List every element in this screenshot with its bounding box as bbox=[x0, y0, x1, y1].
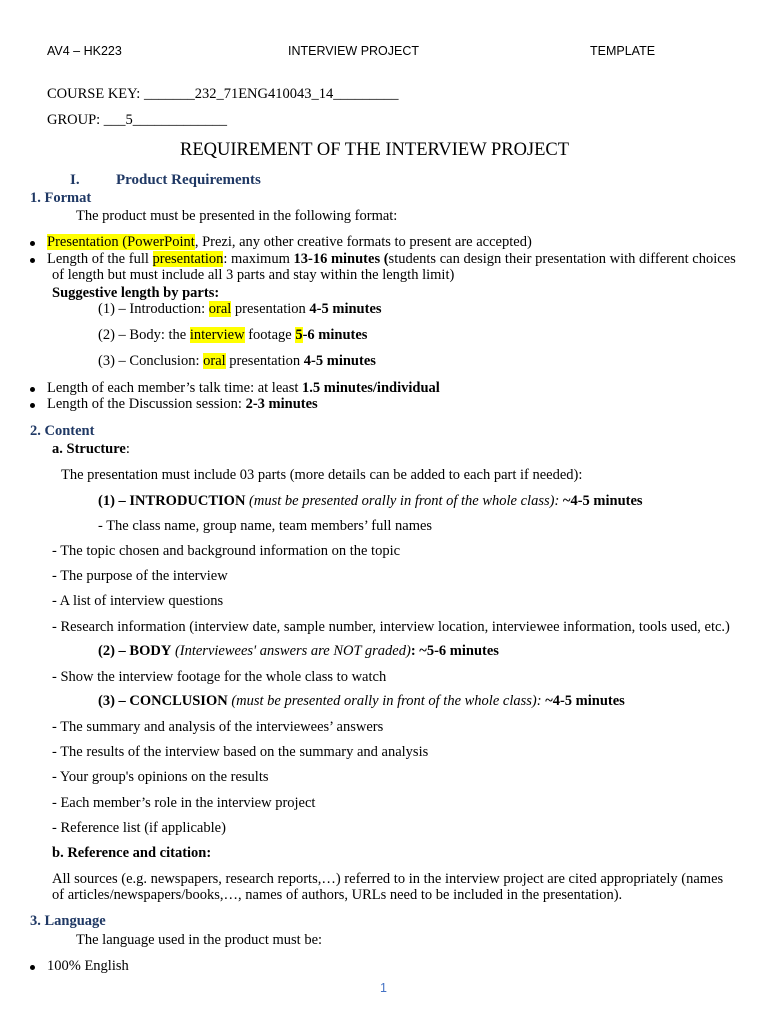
conclusion-item: - The summary and analysis of the interviewees’ answers bbox=[52, 719, 384, 735]
conclusion-item: - Your group's opinions on the results bbox=[52, 769, 269, 785]
format-bullet-length-cont: of length but must include all 3 parts and stay within the length limit) bbox=[52, 267, 455, 283]
part-2-length: (2) – Body: the interview footage 5-6 minutes bbox=[98, 327, 368, 343]
conclusion-item: - Each member’s role in the interview project bbox=[52, 795, 316, 811]
document-title: REQUIREMENT OF THE INTERVIEW PROJECT bbox=[180, 140, 570, 160]
reference-text-line-1: All sources (e.g. newspapers, research reports,…) referred to in the interview project are cited appropriately (names bbox=[52, 871, 724, 887]
conclusion-item: - The results of the interview based on the summary and analysis bbox=[52, 744, 429, 760]
introduction-part: (1) – INTRODUCTION (must be presented orally in front of the whole class): ~4-5 minutes bbox=[98, 493, 643, 509]
reference-heading: b. Reference and citation: bbox=[52, 845, 212, 861]
section-title: Product Requirements bbox=[116, 172, 261, 188]
section-number: I. bbox=[70, 172, 80, 188]
format-bullet-discussion: Length of the Discussion session: 2-3 minutes bbox=[47, 396, 318, 412]
format-bullet-talk-time: Length of each member’s talk time: at least 1.5 minutes/individual bbox=[47, 380, 440, 396]
intro-item: - The purpose of the interview bbox=[52, 568, 228, 584]
intro-item: - A list of interview questions bbox=[52, 593, 224, 609]
page-number: 1 bbox=[380, 981, 387, 995]
part-3-length: (3) – Conclusion: oral presentation 4-5 minutes bbox=[98, 353, 376, 369]
conclusion-part: (3) – CONCLUSION (must be presented orally in front of the whole class): ~4-5 minutes bbox=[98, 693, 625, 709]
highlight-presentation: presentation bbox=[152, 251, 224, 267]
reference-text-line-2: of articles/newspapers/books,…, names of authors, URLs need to be included in the presentation). bbox=[52, 887, 623, 903]
part-1-length: (1) – Introduction: oral presentation 4-5 minutes bbox=[98, 301, 382, 317]
body-part: (2) – BODY (Interviewees' answers are NOT graded): ~5-6 minutes bbox=[98, 643, 499, 659]
content-heading: 2. Content bbox=[30, 423, 95, 439]
structure-intro: The presentation must include 03 parts (more details can be added to each part if needed): bbox=[61, 467, 583, 483]
suggestive-heading: Suggestive length by parts: bbox=[52, 285, 220, 301]
format-heading: 1. Format bbox=[30, 190, 92, 206]
format-bullet-presentation: Presentation (PowerPoint, Prezi, any other creative formats to present are accepted) bbox=[47, 234, 532, 250]
header-right: TEMPLATE bbox=[590, 44, 656, 58]
format-intro: The product must be presented in the following format: bbox=[76, 208, 398, 224]
conclusion-item: - Reference list (if applicable) bbox=[52, 820, 226, 836]
highlight-powerpoint: Presentation (PowerPoint bbox=[47, 234, 195, 250]
structure-heading: a. Structure: bbox=[52, 441, 130, 457]
intro-item: - The class name, group name, team members’ full names bbox=[98, 518, 433, 534]
language-bullet-english: 100% English bbox=[47, 958, 129, 974]
intro-item: - The topic chosen and background information on the topic bbox=[52, 543, 401, 559]
intro-item: - Research information (interview date, sample number, interview location, interviewee information, tools used, etc.) bbox=[52, 619, 730, 635]
course-key: COURSE KEY: _______232_71ENG410043_14_________ bbox=[47, 86, 399, 102]
language-intro: The language used in the product must be: bbox=[76, 932, 323, 948]
body-item: - Show the interview footage for the whole class to watch bbox=[52, 669, 387, 685]
header-left: AV4 – HK223 bbox=[47, 44, 122, 58]
format-bullet-length: Length of the full presentation: maximum 13-16 minutes (students can design their presentation with different choices bbox=[47, 251, 736, 267]
language-heading: 3. Language bbox=[30, 913, 106, 929]
header-center: INTERVIEW PROJECT bbox=[288, 44, 420, 58]
group-line: GROUP: ___5_____________ bbox=[47, 112, 228, 128]
